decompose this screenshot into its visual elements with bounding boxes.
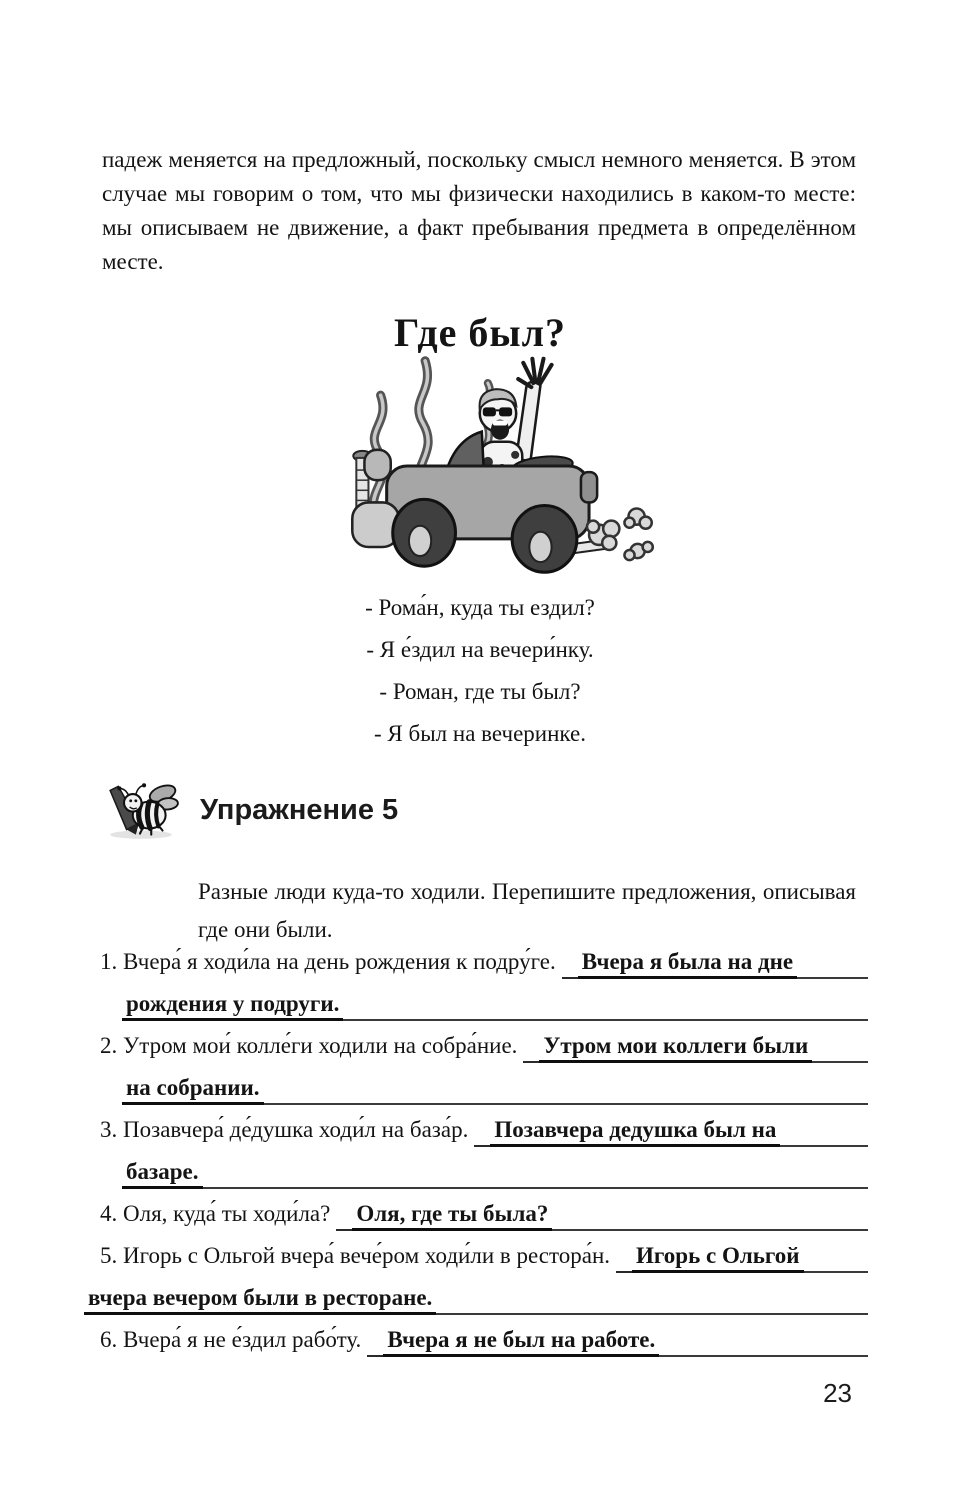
exercise-title: Упражнение 5	[200, 793, 399, 826]
answer-rule	[343, 1001, 868, 1021]
answer-text: Игорь с Ольгой	[632, 1242, 804, 1273]
answer-rule	[616, 1253, 632, 1273]
page-heading: Где был?	[393, 309, 567, 355]
dialogue-line: - Роман, где ты был?	[379, 679, 581, 704]
answer-rule	[552, 1211, 868, 1231]
exercise-line	[100, 948, 868, 979]
exercise-list	[88, 948, 868, 1368]
answer-text: на собрании.	[122, 1074, 264, 1105]
dialogue-line: - Я е́здил на вечери́нку.	[366, 637, 594, 662]
answer-rule	[203, 1169, 869, 1189]
answer-rule	[797, 959, 868, 979]
page-number: 23	[823, 1378, 852, 1408]
answer-text: Позавчера дедушка был на	[490, 1116, 780, 1147]
exhaust-puffs	[587, 509, 653, 561]
answer-text: рождения у подруги.	[122, 990, 343, 1021]
answer-text: вчера вечером были в ресторане.	[84, 1284, 436, 1315]
question-text: 3. Позавчера́ де́душка ходи́л на база́р.	[100, 1117, 469, 1142]
car-illustration	[328, 348, 672, 582]
exercise-line	[100, 1200, 868, 1231]
headlight	[364, 450, 390, 480]
question-text: 6. Вчера́ я не е́здил рабо́ту.	[100, 1327, 362, 1352]
exercise-line	[84, 1284, 868, 1315]
exercise-line	[122, 1158, 868, 1189]
cartoon-car-drawing	[328, 348, 672, 582]
answer-text: базаре.	[122, 1158, 203, 1189]
intro-paragraph: падеж меняется на предложный, поскольку смысл немного меняется. В этом случае мы говорим о том, что мы физически находились в каком-то месте: мы описываем не движение, а факт пребывания предмета в определённом месте.	[102, 147, 856, 274]
answer-rule	[474, 1127, 490, 1147]
question-text: 5. Игорь с Ольгой вчера́ вече́ром ходи́ли в рестора́н.	[100, 1243, 611, 1268]
answer-rule	[659, 1337, 868, 1357]
answer-rule	[562, 959, 578, 979]
answer-rule	[436, 1295, 868, 1315]
exercise-line	[100, 1116, 868, 1147]
exercise-instructions: Разные люди куда-то ходили. Перепишите предложения, описывая где они были.	[198, 879, 856, 942]
answer-rule	[523, 1043, 539, 1063]
answer-rule	[336, 1211, 352, 1231]
answer-rule	[812, 1043, 868, 1063]
dialogue	[0, 596, 960, 764]
question-text: 1. Вчера́ я ходи́ла на день рождения к подру́ге.	[100, 949, 556, 974]
dialogue-line: - Я был на вечеринке.	[374, 721, 586, 746]
answer-text: Вчера я не был на работе.	[383, 1326, 659, 1357]
question-text: 2. Утром мои́ колле́ги ходили на собра́ние.	[100, 1033, 518, 1058]
tail-light	[581, 472, 597, 502]
exercise-line	[100, 1242, 868, 1273]
answer-text: Оля, где ты была?	[352, 1200, 552, 1231]
exercise-line	[122, 990, 868, 1021]
answer-rule	[804, 1253, 868, 1273]
exercise-line	[100, 1326, 868, 1357]
answer-rule	[780, 1127, 868, 1147]
exercise-line	[100, 1032, 868, 1063]
exercise-header	[104, 780, 398, 840]
answer-rule	[264, 1085, 868, 1105]
bee-with-pencil-icon	[104, 780, 180, 840]
question-text: 4. Оля, куда́ ты ходи́ла?	[100, 1201, 331, 1226]
answer-text: Вчера я была на дне	[578, 948, 797, 979]
answer-text: Утром мои коллеги были	[539, 1032, 812, 1063]
answer-rule	[367, 1337, 383, 1357]
front-bumper	[352, 502, 399, 547]
dialogue-line: - Рома́н, куда ты ездил?	[365, 595, 595, 620]
exercise-line	[122, 1074, 868, 1105]
